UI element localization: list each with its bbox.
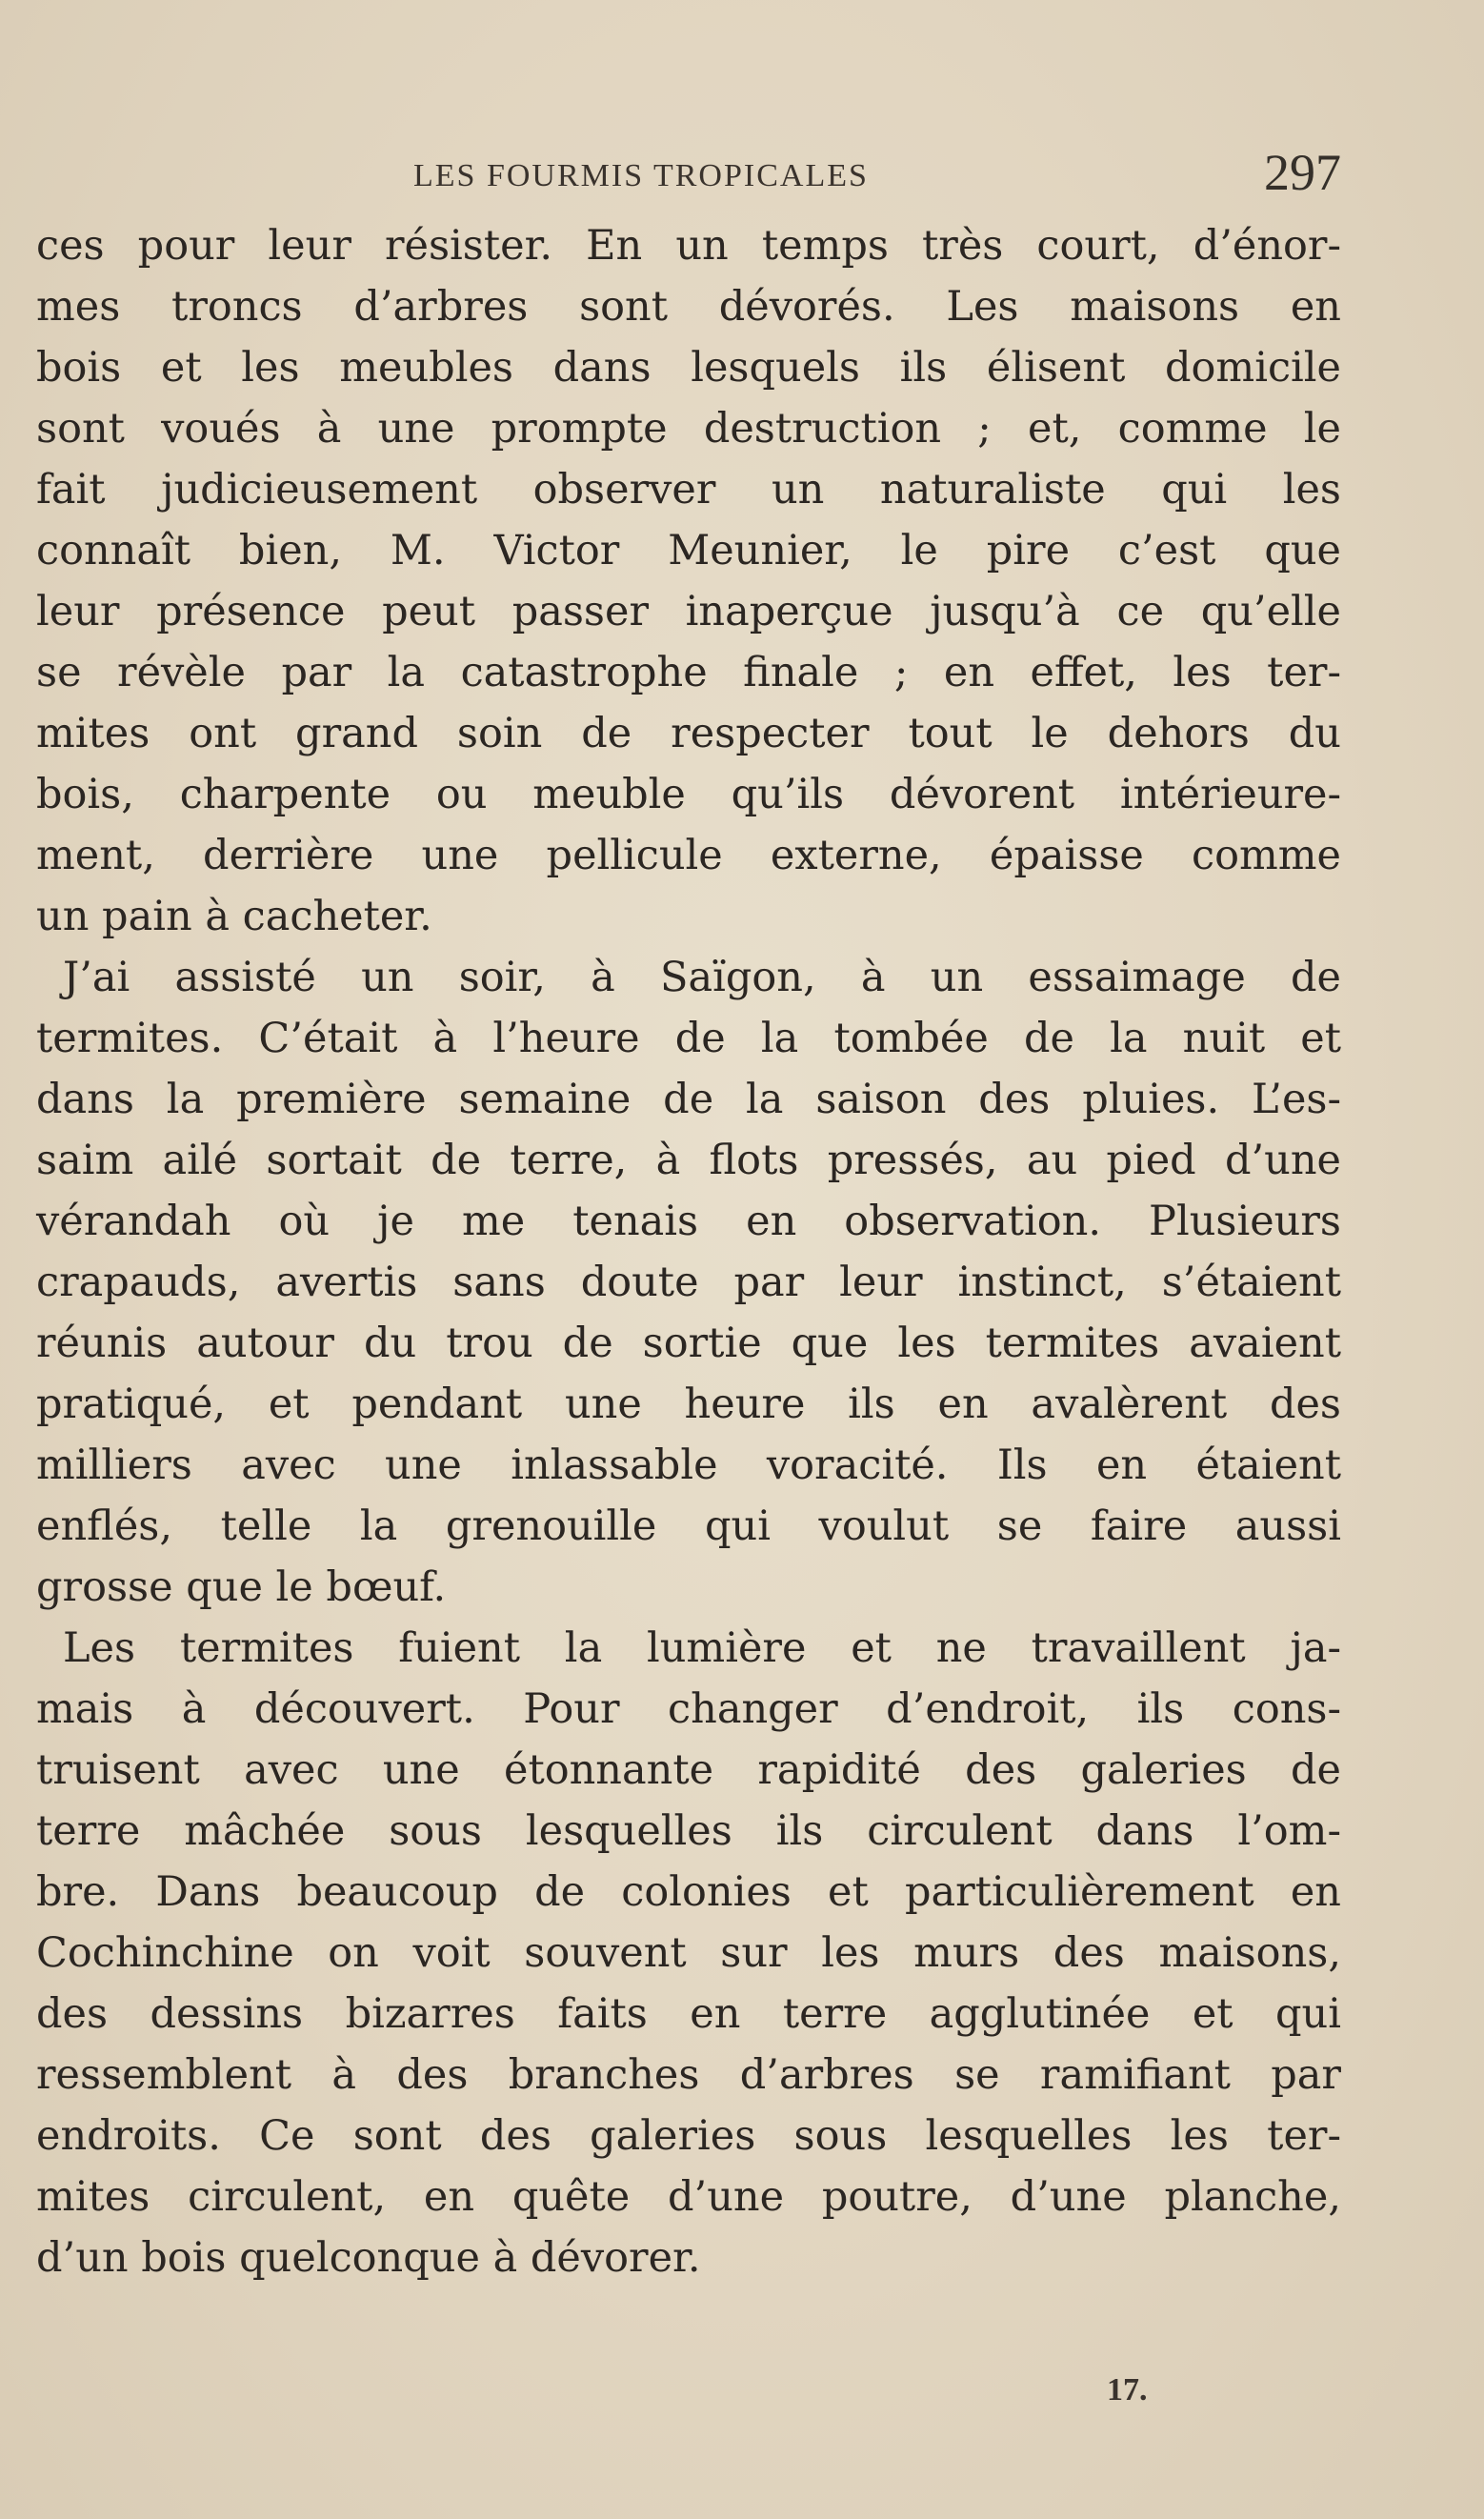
text-line: enflés, telle la grenouille qui voulut se faire aussi	[36, 1502, 1341, 1550]
text-line: bois, charpente ou meuble qu’ils dévorent intérieure-	[36, 771, 1341, 818]
text-line: sont voués à une prompte destruction ; et, comme le	[36, 405, 1341, 453]
text-line: Les termites fuient la lumière et ne travaillent ja-	[63, 1624, 1341, 1672]
text-line: saim ailé sortait de terre, à flots pressés, au pied d’une	[36, 1137, 1341, 1184]
paragraph-2	[36, 947, 1341, 1618]
text-line: ces pour leur résister. En un temps très court, d’énor-	[36, 222, 1341, 270]
text-line: des dessins bizarres faits en terre agglutinée et qui	[36, 1990, 1341, 2038]
paragraph-1	[36, 215, 1341, 947]
text-line: terre mâchée sous lesquelles ils circulent dans l’om-	[36, 1807, 1341, 1855]
text-line: leur présence peut passer inaperçue jusqu’à ce qu’elle	[36, 588, 1341, 635]
text-line: grosse que le bœuf.	[36, 1563, 447, 1611]
text-line: mites ont grand soin de respecter tout le dehors du	[36, 710, 1341, 757]
text-line: réunis autour du trou de sortie que les termites avaient	[36, 1320, 1341, 1367]
text-line: d’un bois quelconque à dévorer.	[36, 2234, 701, 2282]
text-line: mites circulent, en quête d’une poutre, d’une planche,	[36, 2173, 1341, 2221]
text-line: bois et les meubles dans lesquels ils élisent domicile	[36, 344, 1341, 392]
text-line: mais à découvert. Pour changer d’endroit, ils cons-	[36, 1685, 1341, 1733]
text-line: J’ai assisté un soir, à Saïgon, à un essaimage de	[63, 954, 1341, 1001]
paragraph-3	[36, 1618, 1341, 2288]
text-line: se révèle par la catastrophe finale ; en effet, les ter-	[36, 649, 1341, 696]
text-line: dans la première semaine de la saison des pluies. L’es-	[36, 1076, 1341, 1123]
text-line: endroits. Ce sont des galeries sous lesquelles les ter-	[36, 2112, 1341, 2160]
text-line: truisent avec une étonnante rapidité des galeries de	[36, 1746, 1341, 1794]
text-line: ment, derrière une pellicule externe, épaisse comme	[36, 832, 1341, 879]
text-line: fait judicieusement observer un naturaliste qui les	[36, 466, 1341, 514]
text-line: connaît bien, M. Victor Meunier, le pire c’est que	[36, 527, 1341, 574]
text-line: milliers avec une inlassable voracité. Ils en étaient	[36, 1441, 1341, 1489]
text-line: pratiqué, et pendant une heure ils en avalèrent des	[36, 1380, 1341, 1428]
text-line: termites. C’était à l’heure de la tombée de la nuit et	[36, 1015, 1341, 1062]
page-number: 297	[1264, 144, 1341, 201]
text-line: Cochinchine on voit souvent sur les murs des maisons,	[36, 1929, 1341, 1977]
text-line: un pain à cacheter.	[36, 893, 432, 940]
body-text	[36, 215, 1341, 2288]
text-line: vérandah où je me tenais en observation. Plusieurs	[36, 1198, 1341, 1245]
text-line: ressemblent à des branches d’arbres se ramifiant par	[36, 2051, 1341, 2099]
signature-mark: 17.	[1107, 2372, 1148, 2408]
running-title: LES FOURMIS TROPICALES	[413, 158, 869, 193]
text-line: crapauds, avertis sans doute par leur instinct, s’étaient	[36, 1259, 1341, 1306]
page-header	[0, 143, 1484, 210]
text-line: bre. Dans beaucoup de colonies et particulièrement en	[36, 1868, 1341, 1916]
text-line: mes troncs d’arbres sont dévorés. Les maisons en	[36, 283, 1341, 331]
